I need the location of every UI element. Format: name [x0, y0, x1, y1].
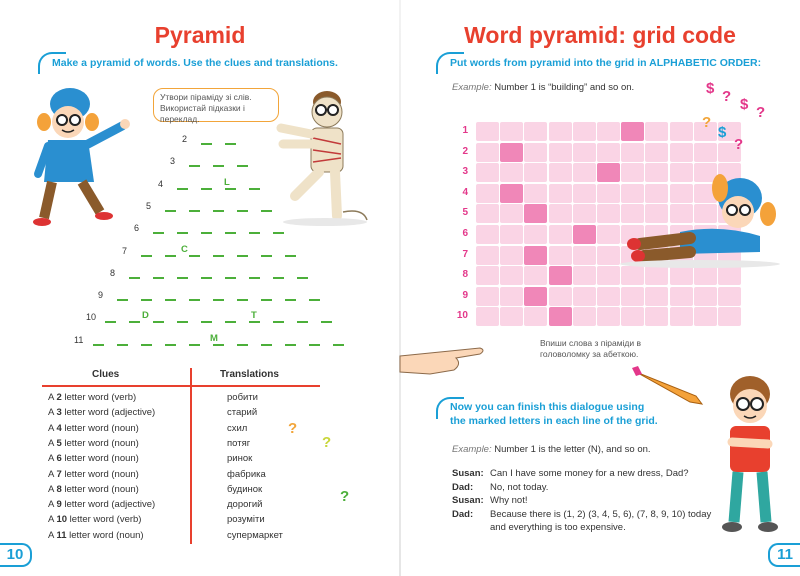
- pyramid-blank[interactable]: [189, 210, 200, 212]
- pyramid-letter-t: T: [251, 310, 257, 321]
- pyramid-blank[interactable]: [237, 255, 248, 257]
- pyramid-blank[interactable]: [153, 232, 164, 234]
- clue-text: letter word (noun): [64, 483, 139, 495]
- pyramid-blank[interactable]: [261, 344, 272, 346]
- grid-cell-marked[interactable]: [549, 307, 572, 326]
- pyramid-blank[interactable]: [117, 299, 128, 301]
- grid-cell[interactable]: [694, 266, 717, 285]
- pyramid-blank[interactable]: [141, 255, 152, 257]
- pyramid-blank[interactable]: [141, 299, 152, 301]
- grid-cell[interactable]: [573, 143, 596, 162]
- grid-cell[interactable]: [476, 246, 499, 265]
- grid-cell-marked[interactable]: [524, 246, 547, 265]
- pencil-illustration: [632, 366, 712, 406]
- grid-row-number: 6: [462, 228, 468, 239]
- pyramid-row-number: 8: [110, 267, 116, 278]
- grid-cell[interactable]: [597, 266, 620, 285]
- grid-cell[interactable]: [694, 307, 717, 326]
- pyramid-blank[interactable]: [249, 277, 260, 279]
- pyramid-blank[interactable]: [177, 321, 188, 323]
- translation-item: старий: [227, 407, 258, 419]
- grid-cell[interactable]: [670, 287, 693, 306]
- example-text: Number 1 is “building” and so on.: [494, 82, 635, 93]
- pyramid-blank[interactable]: [309, 344, 320, 346]
- clue-item: [48, 499, 155, 510]
- page-title: Word pyramid: grid code: [464, 22, 736, 48]
- pyramid-blank[interactable]: [237, 299, 248, 301]
- pyramid-blank[interactable]: [165, 210, 176, 212]
- grid-cell[interactable]: [621, 266, 644, 285]
- pyramid-blank[interactable]: [213, 210, 224, 212]
- dialogue-speaker: Susan:: [452, 468, 484, 479]
- grid-cell[interactable]: [597, 246, 620, 265]
- pyramid-row-number: 10: [86, 312, 97, 323]
- translation-item: розуміти: [227, 514, 265, 526]
- pyramid-row-number: 9: [98, 290, 104, 301]
- clue-number: 6: [56, 453, 62, 465]
- pyramid-blank[interactable]: [225, 232, 236, 234]
- pyramid-blank[interactable]: [189, 165, 200, 167]
- clue-text: letter word (noun): [64, 437, 139, 449]
- reclining-girl-illustration: [620, 168, 795, 268]
- pyramid-blank[interactable]: [285, 255, 296, 257]
- clue-item: [48, 469, 139, 480]
- pyramid-blank[interactable]: [237, 210, 248, 212]
- girl-illustration: [30, 82, 140, 232]
- grid-cell[interactable]: [597, 184, 620, 203]
- pyramid-blank[interactable]: [201, 188, 212, 190]
- clue-prefix: A: [48, 514, 54, 526]
- dialogue-line: No, not today.: [490, 481, 549, 493]
- pyramid-row-number: 6: [134, 223, 140, 234]
- clue-prefix: A: [48, 453, 54, 465]
- dialogue-instruction: the marked letters in each line of the grid.: [450, 415, 658, 427]
- instruction-text: Make a pyramid of words. Use the clues and translations.: [52, 57, 338, 69]
- translation-item: будинок: [227, 483, 263, 495]
- grid-cell[interactable]: [597, 225, 620, 244]
- pyramid-letter-d: D: [142, 310, 149, 321]
- translation-item: робити: [227, 392, 258, 403]
- pyramid-blank[interactable]: [321, 321, 332, 323]
- grid-cell[interactable]: [573, 163, 596, 182]
- pyramid-blank[interactable]: [165, 299, 176, 301]
- grid-cell[interactable]: [597, 122, 620, 141]
- grid-cell[interactable]: [645, 266, 668, 285]
- dialogue-line: Why not!: [490, 495, 528, 506]
- dialogue-line: Can I have some money for a new dress, Dad?: [490, 468, 689, 479]
- grid-cell[interactable]: [573, 184, 596, 203]
- clue-text: letter word (noun): [69, 529, 144, 541]
- grid-cell[interactable]: [500, 266, 523, 285]
- clue-text: letter word (verb): [69, 514, 142, 526]
- table-divider: [42, 385, 320, 387]
- grid-cell[interactable]: [500, 246, 523, 265]
- pyramid-letter-l: L: [224, 177, 230, 188]
- pyramid-blank[interactable]: [297, 321, 308, 323]
- grid-note: Впиши слова з піраміди в головоломку за абеткою.: [540, 338, 642, 359]
- pyramid-row-number: 4: [158, 178, 164, 189]
- pyramid-letter-m: M: [210, 333, 218, 344]
- pyramid-blank[interactable]: [153, 277, 164, 279]
- clue-item: [48, 484, 139, 495]
- pyramid-blank[interactable]: [129, 321, 140, 323]
- clue-item: [48, 423, 139, 434]
- grid-cell[interactable]: [573, 287, 596, 306]
- grid-cell[interactable]: [476, 122, 499, 141]
- clue-prefix: A: [48, 392, 54, 403]
- grid-row-number: 4: [462, 186, 468, 198]
- question-mark-icon: $: [706, 80, 715, 97]
- grid-row-number: 5: [462, 207, 468, 219]
- pyramid-blank[interactable]: [177, 188, 188, 190]
- right-page: [400, 0, 800, 576]
- pyramid-row-number: 7: [122, 245, 128, 256]
- grid-cell-marked[interactable]: [573, 225, 596, 244]
- pyramid-blank[interactable]: [261, 255, 272, 257]
- dialogue-line: and everything is too expensive.: [490, 522, 626, 533]
- clue-text: letter word (noun): [64, 422, 139, 434]
- grid-cell[interactable]: [621, 287, 644, 306]
- pyramid-blank[interactable]: [261, 210, 272, 212]
- grid-cell[interactable]: [476, 287, 499, 306]
- pyramid-row-number: 11: [74, 334, 84, 345]
- pyramid-blank[interactable]: [333, 344, 344, 346]
- mummy-illustration: [275, 88, 375, 226]
- pyramid-row-number: 5: [146, 200, 152, 211]
- page-title: Pyramid: [154, 22, 246, 48]
- grid-row-number: 7: [462, 248, 468, 260]
- pyramid-blank[interactable]: [225, 321, 236, 323]
- pyramid-blank[interactable]: [129, 277, 140, 279]
- grid-cell[interactable]: [645, 143, 668, 162]
- grid-cell[interactable]: [597, 287, 620, 306]
- clue-number: 9: [56, 499, 62, 511]
- pyramid-blank[interactable]: [213, 165, 224, 167]
- pyramid-row-number: 2: [182, 134, 188, 144]
- page-number: 10: [0, 543, 32, 567]
- grid-cell-marked[interactable]: [500, 184, 523, 203]
- grid-cell[interactable]: [718, 266, 741, 285]
- pyramid-blank[interactable]: [309, 299, 320, 301]
- clue-prefix: A: [48, 468, 54, 480]
- grid-cell[interactable]: [573, 122, 596, 141]
- grid-cell[interactable]: [476, 184, 499, 203]
- clue-text: letter word (noun): [64, 453, 139, 465]
- question-mark-icon: ?: [722, 88, 732, 105]
- grid-cell[interactable]: [549, 287, 572, 306]
- translation-item: схил: [227, 422, 248, 434]
- grid-cell[interactable]: [549, 225, 572, 244]
- grid-cell[interactable]: [524, 143, 547, 162]
- pyramid-blank[interactable]: [189, 255, 200, 257]
- clue-prefix: A: [48, 529, 54, 541]
- grid-cell[interactable]: [549, 204, 572, 223]
- pyramid-blank[interactable]: [201, 277, 212, 279]
- translation-item: фабрика: [227, 468, 266, 480]
- grid-cell[interactable]: [549, 184, 572, 203]
- grid-cell[interactable]: [597, 143, 620, 162]
- question-mark-icon: $: [740, 96, 749, 113]
- clue-text: letter word (adjective): [64, 407, 156, 419]
- pyramid-blank[interactable]: [249, 188, 260, 190]
- question-mark-icon: ?: [734, 136, 744, 153]
- pyramid-blank[interactable]: [261, 299, 272, 301]
- grid-cell[interactable]: [573, 307, 596, 326]
- clue-text: letter word (noun): [64, 468, 139, 480]
- grid-cell[interactable]: [670, 307, 693, 326]
- grid-cell-marked[interactable]: [597, 163, 620, 182]
- example-text: Number 1 is the letter (N), and so on.: [494, 444, 651, 455]
- pyramid-blank[interactable]: [225, 143, 236, 145]
- pyramid-blank[interactable]: [201, 143, 212, 145]
- speech-bubble: Утвори піраміду зі слів. Використай підказки і переклад.: [153, 88, 279, 122]
- clue-prefix: A: [48, 407, 54, 419]
- grid-cell[interactable]: [694, 287, 717, 306]
- question-mark-icon: ?: [340, 488, 350, 505]
- clue-prefix: A: [48, 437, 54, 449]
- pyramid-blank[interactable]: [213, 299, 224, 301]
- grid-cell-marked[interactable]: [549, 266, 572, 285]
- grid-cell[interactable]: [670, 122, 693, 141]
- grid-cell[interactable]: [597, 204, 620, 223]
- grid-cell[interactable]: [645, 122, 668, 141]
- table-column-divider: [190, 368, 192, 544]
- instruction-text: Put words from pyramid into the grid in ALPHABETIC ORDER:: [450, 57, 762, 69]
- clue-number: 5: [56, 437, 62, 449]
- question-mark-icon: ?: [322, 434, 332, 451]
- grid-cell-marked[interactable]: [524, 287, 547, 306]
- pyramid-blank[interactable]: [237, 344, 248, 346]
- grid-cell[interactable]: [670, 266, 693, 285]
- pyramid-blank[interactable]: [189, 344, 200, 346]
- grid-cell[interactable]: [524, 307, 547, 326]
- grid-cell[interactable]: [500, 163, 523, 182]
- grid-row-number: 2: [462, 145, 468, 157]
- pyramid-blank[interactable]: [165, 255, 176, 257]
- grid-cell[interactable]: [621, 307, 644, 326]
- translation-item: потяг: [227, 437, 251, 449]
- pyramid-letter-c: C: [181, 244, 188, 255]
- pyramid-blank[interactable]: [237, 165, 248, 167]
- clue-number: 4: [56, 422, 62, 434]
- pyramid-blank[interactable]: [297, 277, 308, 279]
- grid-cell[interactable]: [500, 287, 523, 306]
- pyramid-blank[interactable]: [201, 232, 212, 234]
- clue-number: 8: [56, 483, 62, 495]
- grid-cell[interactable]: [500, 204, 523, 223]
- grid-cell[interactable]: [621, 143, 644, 162]
- dialogue-line: Because there is (1, 2) (3, 4, 5, 6), (7, 8, 9, 10) today: [490, 508, 712, 520]
- pyramid-blank[interactable]: [273, 277, 284, 279]
- question-mark-icon: ?: [756, 104, 766, 121]
- pointing-hand-illustration: [400, 342, 486, 382]
- question-mark-icon: $: [718, 124, 727, 141]
- grid-cell[interactable]: [549, 246, 572, 265]
- grid-row-number: 3: [462, 166, 468, 178]
- clue-number: 2: [56, 392, 62, 403]
- pyramid-blank[interactable]: [273, 321, 284, 323]
- pyramid-blank[interactable]: [141, 344, 152, 346]
- grid-cell[interactable]: [549, 122, 572, 141]
- example-label: Example:: [452, 82, 492, 93]
- grid-cell[interactable]: [645, 287, 668, 306]
- pyramid-blank[interactable]: [117, 344, 128, 346]
- page-number: 11: [768, 543, 800, 567]
- pyramid-blank[interactable]: [189, 299, 200, 301]
- grid-cell[interactable]: [597, 307, 620, 326]
- grid-cell[interactable]: [549, 143, 572, 162]
- translation-item: дорогий: [227, 499, 263, 511]
- boy-illustration: [710, 372, 790, 537]
- grid-cell[interactable]: [500, 307, 523, 326]
- grid-cell[interactable]: [573, 204, 596, 223]
- pyramid-blank[interactable]: [201, 321, 212, 323]
- grid-cell[interactable]: [573, 246, 596, 265]
- grid-cell[interactable]: [645, 307, 668, 326]
- grid-cell[interactable]: [476, 143, 499, 162]
- pyramid-blank[interactable]: [285, 344, 296, 346]
- pyramid-row-number: 3: [170, 156, 176, 167]
- grid-cell[interactable]: [476, 266, 499, 285]
- clue-item: [48, 438, 139, 449]
- translation-item: ринок: [227, 453, 253, 465]
- grid-cell[interactable]: [670, 143, 693, 162]
- grid-cell[interactable]: [524, 122, 547, 141]
- grid-cell[interactable]: [476, 204, 499, 223]
- pyramid-blank[interactable]: [225, 277, 236, 279]
- clue-number: 3: [56, 407, 62, 419]
- pyramid-blank[interactable]: [93, 344, 104, 346]
- grid-cell[interactable]: [573, 266, 596, 285]
- question-mark-icon: ?: [288, 420, 298, 437]
- grid-row-number: 10: [456, 310, 468, 322]
- grid-cell[interactable]: [500, 122, 523, 141]
- grid-cell[interactable]: [718, 307, 741, 326]
- translation-item: супермаркет: [227, 529, 283, 541]
- dialogue-instruction: Now you can finish this dialogue using: [450, 401, 645, 413]
- grid-row-number: 9: [462, 289, 468, 301]
- grid-cell[interactable]: [524, 163, 547, 182]
- clue-text: letter word (verb): [64, 392, 137, 403]
- pyramid-blank[interactable]: [213, 255, 224, 257]
- grid-cell[interactable]: [524, 225, 547, 244]
- example-label: Example:: [452, 444, 492, 455]
- grid-cell[interactable]: [476, 225, 499, 244]
- grid-cell[interactable]: [524, 266, 547, 285]
- grid-cell[interactable]: [694, 143, 717, 162]
- dialogue-speaker: Dad:: [452, 508, 474, 520]
- dialogue-speaker: Dad:: [452, 481, 474, 493]
- clue-prefix: A: [48, 499, 54, 511]
- grid-cell-marked[interactable]: [524, 204, 547, 223]
- clue-prefix: A: [48, 483, 54, 495]
- example-line: [452, 444, 651, 455]
- pyramid-blank[interactable]: [177, 232, 188, 234]
- pyramid-blank[interactable]: [249, 232, 260, 234]
- clue-item: [48, 407, 155, 418]
- grid-cell[interactable]: [500, 225, 523, 244]
- pyramid-blank[interactable]: [273, 232, 284, 234]
- grid-cell[interactable]: [476, 307, 499, 326]
- grid-cell-marked[interactable]: [621, 122, 644, 141]
- grid-cell[interactable]: [549, 163, 572, 182]
- clue-item: [48, 453, 139, 464]
- clue-text: letter word (adjective): [64, 499, 156, 511]
- pyramid-blank[interactable]: [177, 277, 188, 279]
- pyramid-blank[interactable]: [285, 299, 296, 301]
- question-mark-icon: ?: [702, 114, 712, 131]
- grid-cell[interactable]: [476, 163, 499, 182]
- clue-item: [48, 392, 136, 403]
- clues-header: Clues: [92, 369, 120, 380]
- clue-item: [48, 530, 144, 541]
- clue-number: 11: [56, 529, 67, 541]
- pyramid-blank[interactable]: [153, 321, 164, 323]
- clue-number: 7: [56, 468, 62, 480]
- grid-row-number: 1: [462, 125, 468, 136]
- grid-cell-marked[interactable]: [500, 143, 523, 162]
- pyramid-blank[interactable]: [249, 321, 260, 323]
- translations-header: Translations: [220, 369, 279, 380]
- grid-row-number: 8: [462, 269, 468, 281]
- example-line: [452, 82, 634, 93]
- grid-cell[interactable]: [718, 287, 741, 306]
- clue-number: 10: [56, 514, 68, 526]
- dialogue-speaker: Susan:: [452, 495, 484, 506]
- pyramid-blank[interactable]: [105, 321, 116, 323]
- clue-item: [48, 514, 141, 525]
- clue-prefix: A: [48, 422, 54, 434]
- pyramid-blank[interactable]: [165, 344, 176, 346]
- grid-cell[interactable]: [524, 184, 547, 203]
